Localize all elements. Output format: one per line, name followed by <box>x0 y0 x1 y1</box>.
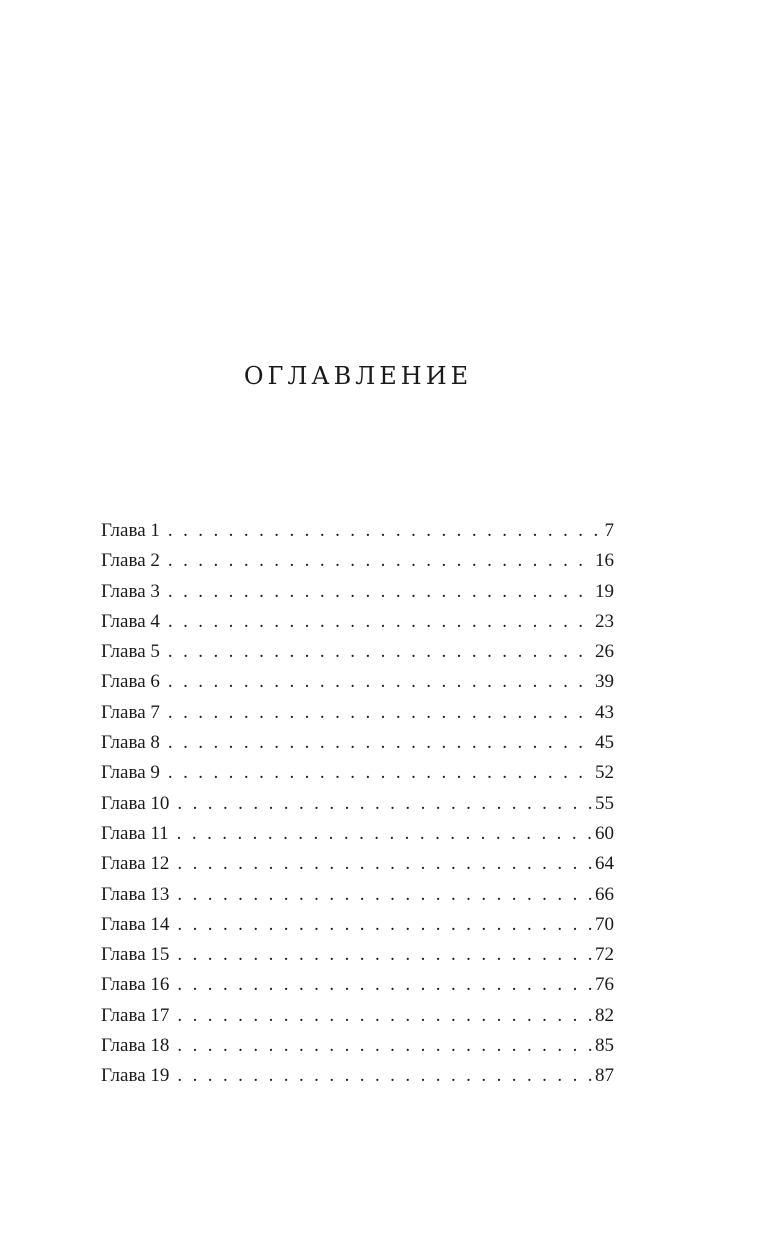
toc-entry-label: Глава 5 <box>101 641 160 663</box>
toc-entry-label: Глава 13 <box>101 883 170 905</box>
toc-dot-leader <box>168 758 593 788</box>
toc-entry <box>101 940 614 970</box>
toc-entry-label: Глава 7 <box>101 701 160 723</box>
toc-entry-label: Глава 9 <box>101 762 160 784</box>
toc-entry <box>101 637 614 667</box>
toc-entry-label: Глава 4 <box>101 610 160 632</box>
toc-entry-page: 72 <box>595 944 614 966</box>
toc-entry-page: 45 <box>595 732 614 754</box>
toc-entry-page: 76 <box>595 974 614 996</box>
toc-entry-label: Глава 1 <box>101 520 160 541</box>
toc-entry-label: Глава 19 <box>101 1065 170 1087</box>
toc-dot-leader <box>177 819 593 849</box>
toc-entry-page: 19 <box>595 580 614 602</box>
toc-entry <box>101 849 614 879</box>
toc-entry <box>101 1001 614 1031</box>
toc-entry-label: Глава 17 <box>101 1004 170 1026</box>
toc-dot-leader <box>177 910 593 940</box>
toc-dot-leader <box>177 880 593 910</box>
toc-entry-page: 39 <box>595 671 614 693</box>
toc-entry <box>101 819 614 849</box>
toc-entry-page: 70 <box>595 913 614 935</box>
toc-dot-leader <box>168 577 593 607</box>
toc-entry-page: 43 <box>595 701 614 723</box>
toc-dot-leader <box>168 546 593 576</box>
toc-entry-label: Глава 11 <box>101 822 169 844</box>
toc-entry-page: 66 <box>595 883 614 905</box>
toc-entry-label: Глава 10 <box>101 792 170 814</box>
toc-dot-leader <box>177 1031 593 1061</box>
toc-entry-label: Глава 2 <box>101 550 160 572</box>
toc-dot-leader <box>168 698 593 728</box>
toc-entry <box>101 607 614 637</box>
toc-entry <box>101 667 614 697</box>
toc-entry <box>101 577 614 607</box>
toc-entry-page: 7 <box>604 520 614 541</box>
toc-entry-page: 60 <box>595 822 614 844</box>
toc-entry <box>101 728 614 758</box>
toc-entry-page: 64 <box>595 853 614 875</box>
toc-entry <box>101 546 614 576</box>
toc-entry <box>101 789 614 819</box>
toc-entry-label: Глава 12 <box>101 853 170 875</box>
toc-dot-leader <box>168 637 593 667</box>
toc-entry-label: Глава 8 <box>101 732 160 754</box>
toc-dot-leader <box>168 728 593 758</box>
toc-entry-page: 82 <box>595 1004 614 1026</box>
page-title: ОГЛАВЛЕНИЕ <box>243 362 473 390</box>
toc-dot-leader <box>177 1001 593 1031</box>
toc-entry-label: Глава 15 <box>101 944 170 966</box>
toc-entry-page: 87 <box>595 1065 614 1087</box>
toc-entry <box>101 910 614 940</box>
toc-entry-page: 16 <box>595 550 614 572</box>
toc-entry-page: 23 <box>595 610 614 632</box>
toc-entry-label: Глава 3 <box>101 580 160 602</box>
toc-dot-leader <box>177 940 593 970</box>
toc-entry-label: Глава 16 <box>101 974 170 996</box>
toc-entry-page: 55 <box>595 792 614 814</box>
toc-dot-leader <box>177 789 593 819</box>
toc-entry-label: Глава 14 <box>101 913 170 935</box>
table-of-contents <box>101 516 614 1092</box>
toc-entry <box>101 516 614 546</box>
toc-dot-leader <box>177 849 593 879</box>
toc-entry <box>101 698 614 728</box>
toc-dot-leader <box>168 607 593 637</box>
toc-entry-label: Глава 18 <box>101 1035 170 1057</box>
toc-entry <box>101 1061 614 1091</box>
toc-entry-page: 52 <box>595 762 614 784</box>
toc-entry-page: 26 <box>595 641 614 663</box>
toc-dot-leader <box>177 1061 593 1091</box>
toc-dot-leader <box>168 516 603 546</box>
toc-entry <box>101 970 614 1000</box>
toc-entry <box>101 758 614 788</box>
toc-entry-page: 85 <box>595 1035 614 1057</box>
toc-entry-label: Глава 6 <box>101 671 160 693</box>
toc-dot-leader <box>177 970 593 1000</box>
toc-dot-leader <box>168 667 593 697</box>
toc-entry <box>101 880 614 910</box>
toc-entry <box>101 1031 614 1061</box>
